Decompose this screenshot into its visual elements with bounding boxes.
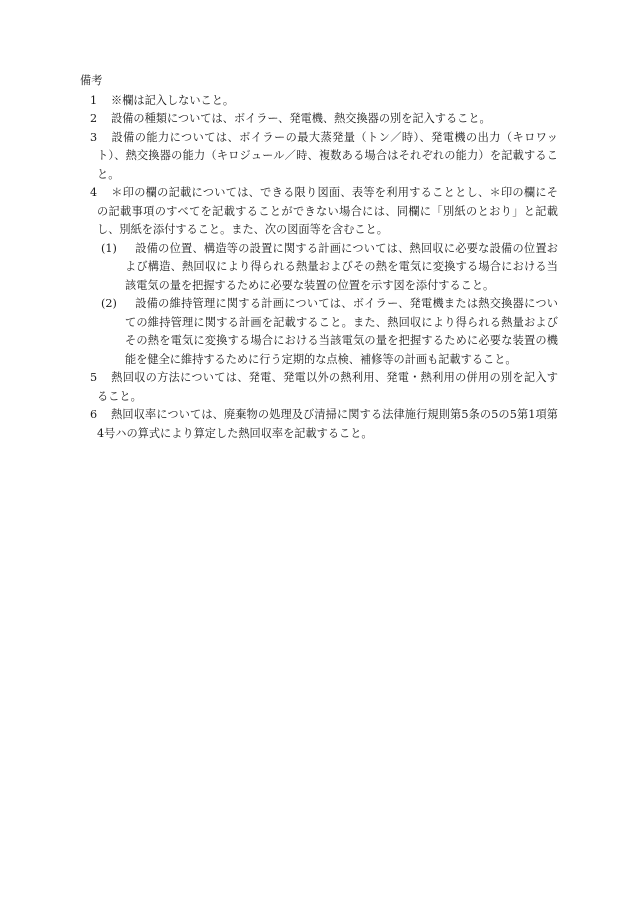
note-number: 2 — [90, 112, 98, 125]
note-text: 設備の能力については、ボイラーの最大蒸発量（トン／時）、発電機の出力（キロワット）、熱交換器の能力（キロジュール／時、複数ある場合はそれぞれの能力）を記載すること。 — [97, 130, 558, 181]
note-item-1 — [80, 92, 558, 111]
note-item-4 — [80, 184, 558, 240]
note-number: 6 — [90, 408, 98, 421]
note-text: 熱回収率については、廃棄物の処理及び清掃に関する法律施行規則第5条の5の5第1項第4号ハの算式により算定した熱回収率を記載すること。 — [97, 408, 558, 440]
subnote-text: 設備の位置、構造等の設置に関する計画については、熱回収に必要な設備の位置および構造、熱回収により得られる熱量およびその熱を電気に変換する場合における当該電気の量を把握するために必要な装置の位置を示す図を添付すること。 — [125, 241, 558, 292]
note-item-3 — [80, 129, 558, 185]
note-text: ＊印の欄の記載については、できる限り図面、表等を利用することとし、＊印の欄にその記載事項のすべてを記載することができない場合には、同欄に「別紙のとおり」と記載し、別紙を添付すること。また、次の図面等を含むこと。 — [97, 186, 558, 236]
note-text: 熱回収の方法については、発電、発電以外の熱利用、発電・熱利用の併用の別を記入すること。 — [97, 371, 558, 403]
note-item-6 — [80, 406, 558, 443]
note-text: ※欄は記入しないこと。 — [111, 93, 235, 107]
remarks-heading: 備考 — [80, 74, 103, 87]
note-number: 1 — [90, 93, 98, 107]
subnote-item-2 — [80, 295, 558, 369]
note-number: 4 — [90, 186, 98, 199]
note-number: 5 — [90, 371, 98, 384]
note-text: 設備の種類については、ボイラー、発電機、熱交換器の別を記入すること。 — [111, 112, 491, 125]
remarks-section — [80, 72, 558, 443]
note-item-5 — [80, 369, 558, 406]
subnote-number: (1) — [101, 241, 117, 255]
note-item-2 — [80, 110, 558, 129]
subnote-item-1 — [80, 240, 558, 296]
subnote-number: (2) — [101, 297, 117, 310]
subnote-text: 設備の維持管理に関する計画については、ボイラー、発電機または熱交換器についての維持管理に関する計画を記載すること。また、熱回収により得られる熱量およびその熱を電気に変換する場合における当該電気の量を把握するために必要な装置の機能を健全に維持するために行う定期的な点検、補修等の計画も記載すること。 — [125, 297, 558, 366]
note-number: 3 — [90, 130, 98, 144]
